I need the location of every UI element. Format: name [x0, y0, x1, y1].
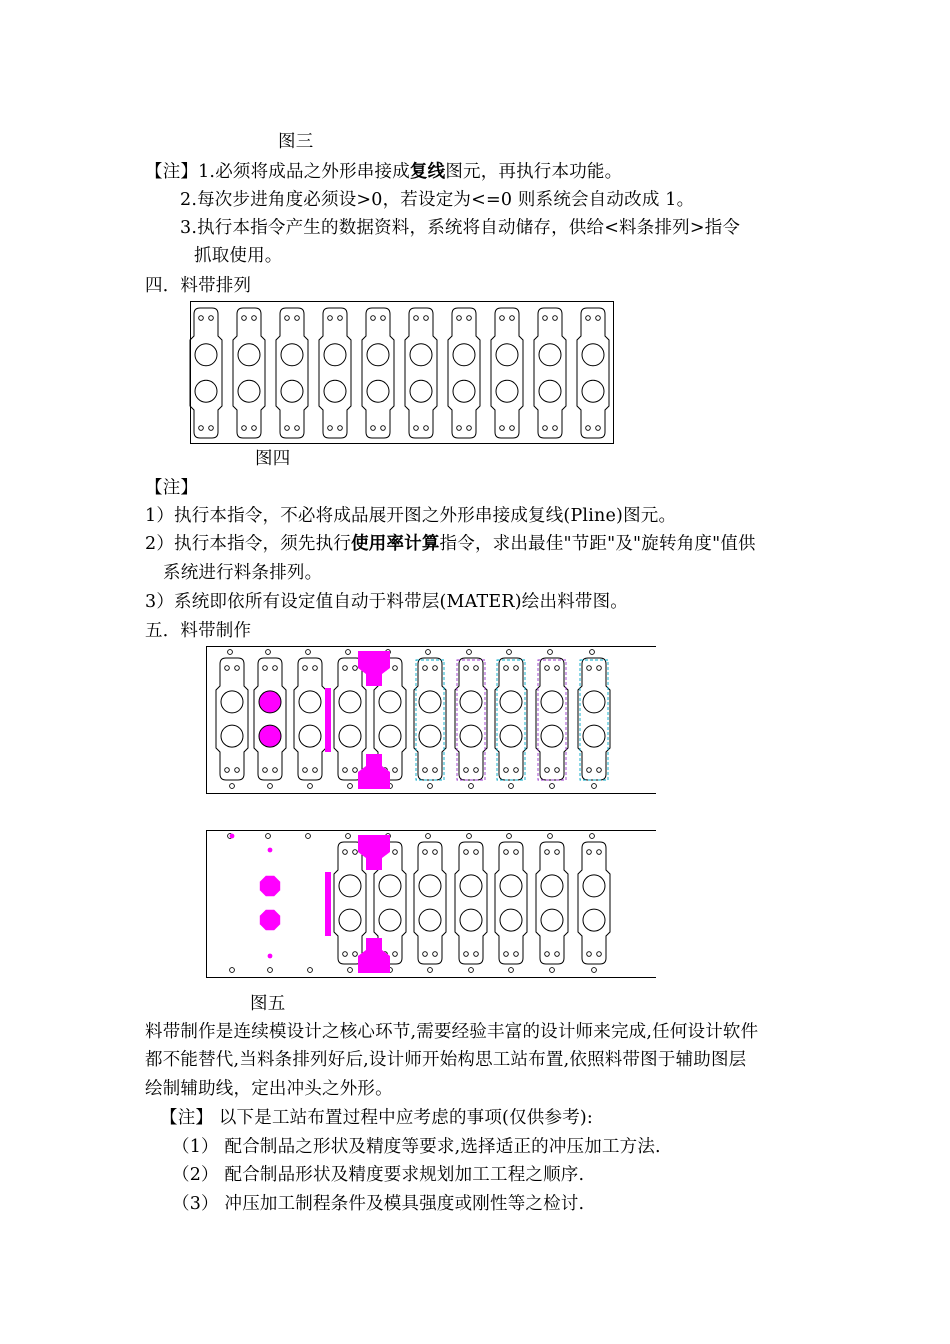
part-hole [299, 691, 321, 713]
pilot-hole [424, 426, 429, 431]
pilot-hole [209, 316, 214, 321]
strip-border [191, 302, 614, 444]
note1-line1-suffix: 图元，再执行本功能。 [445, 162, 623, 182]
part-hole [582, 344, 604, 366]
part-hole [500, 691, 522, 713]
pilot-hole [550, 968, 555, 973]
pilot-hole [545, 952, 550, 957]
section4-item3: 3）系统即依所有设定值自动于料带层(MATER)绘出料带图。 [145, 592, 629, 612]
part-outline [448, 308, 480, 438]
part-hole [460, 909, 482, 931]
section4-item2-suffix: 指令，求出最佳"节距"及"旋转角度"值供 [439, 534, 756, 554]
pilot-hole [338, 426, 343, 431]
pilot-hole [424, 316, 429, 321]
section4-item2-prefix: 2）执行本指令，须先执行 [145, 534, 352, 554]
part-outline [414, 842, 446, 964]
pilot-hole [242, 426, 247, 431]
pilot-hole [343, 666, 348, 671]
pilot-hole [328, 426, 333, 431]
pilot-hole [555, 666, 560, 671]
part-hole [281, 344, 303, 366]
pilot-hole [590, 834, 595, 839]
section5-para-line3: 绘制辅助线，定出冲头之外形。 [145, 1079, 393, 1099]
pilot-hole [423, 768, 428, 773]
part-hole [195, 380, 217, 402]
part-outline [536, 842, 568, 964]
part-hole [339, 725, 361, 747]
pilot-hole [346, 834, 351, 839]
pilot-hole [433, 666, 438, 671]
pilot-hole [426, 834, 431, 839]
pilot-hole [597, 768, 602, 773]
pilot-hole [285, 316, 290, 321]
punch-notch [358, 938, 390, 973]
pilot-hole [433, 952, 438, 957]
part-hole [500, 875, 522, 897]
pilot-hole [353, 850, 358, 855]
pilot-hole [514, 666, 519, 671]
pilot-hole [295, 426, 300, 431]
part-outline [455, 658, 487, 780]
part-hole [496, 344, 518, 366]
part-hole [238, 380, 260, 402]
pilot-hole [313, 666, 318, 671]
part-hole [259, 725, 281, 747]
part-hole [195, 344, 217, 366]
pilot-hole [381, 316, 386, 321]
pilot-hole [550, 784, 555, 789]
pilot-hole [555, 952, 560, 957]
part-hole [541, 691, 563, 713]
section5-note-item: （1） 配合制品之形状及精度等要求,选择适正的冲压加工方法. [172, 1137, 661, 1157]
pilot-hole [507, 834, 512, 839]
pilot-hole [228, 650, 233, 655]
part-hole [583, 875, 605, 897]
punch-notch [358, 835, 390, 870]
part-outline [577, 308, 609, 438]
pilot-hole [303, 666, 308, 671]
pilot-hole [596, 426, 601, 431]
pilot-hole [235, 768, 240, 773]
pilot-hole [467, 426, 472, 431]
pilot-hole [464, 666, 469, 671]
pilot-hole [393, 952, 398, 957]
pilot-hole [548, 834, 553, 839]
part-hole [541, 909, 563, 931]
pilot-hole [467, 650, 472, 655]
part-hole [496, 380, 518, 402]
pilot-hole [225, 768, 230, 773]
pilot-hole [308, 784, 313, 789]
pilot-hole [346, 650, 351, 655]
part-hole [539, 344, 561, 366]
pilot-hole [348, 968, 353, 973]
pilot-hole [199, 316, 204, 321]
pilot-hole [543, 426, 548, 431]
part-hole [410, 344, 432, 366]
pilot-hole [199, 426, 204, 431]
pilot-hole [555, 768, 560, 773]
pilot-hole [328, 316, 333, 321]
pilot-hole [464, 952, 469, 957]
punch-octagon [260, 910, 280, 930]
pilot-hole [504, 666, 509, 671]
pilot-hole [469, 968, 474, 973]
pilot-hole [592, 968, 597, 973]
section4-item2-cont: 系统进行料条排列。 [163, 563, 323, 583]
pilot-hole [423, 666, 428, 671]
section5-note-item: （3） 冲压加工制程条件及模具强度或刚性等之检讨. [172, 1194, 585, 1214]
pilot-hole [597, 850, 602, 855]
pilot-hole [266, 834, 271, 839]
part-hole [339, 875, 361, 897]
part-hole [500, 725, 522, 747]
part-hole [453, 344, 475, 366]
pilot-hole [509, 784, 514, 789]
part-outline [578, 658, 610, 780]
pilot-hole [507, 650, 512, 655]
note1-line1-bold: 复线 [409, 162, 446, 182]
pilot-hole [428, 784, 433, 789]
aux-line [538, 660, 566, 780]
pilot-hole [230, 784, 235, 789]
part-hole [541, 725, 563, 747]
pilot-hole [587, 952, 592, 957]
punch-dot [268, 954, 273, 959]
section4-item1: 1）执行本指令，不必将成品展开图之外形串接成复线(Pline)图元。 [145, 506, 677, 526]
pilot-hole [596, 316, 601, 321]
part-hole [583, 909, 605, 931]
part-hole [460, 875, 482, 897]
pilot-hole [587, 768, 592, 773]
part-hole [339, 909, 361, 931]
pilot-hole [514, 850, 519, 855]
part-hole [221, 691, 243, 713]
pilot-hole [426, 650, 431, 655]
pilot-hole [353, 768, 358, 773]
part-hole [419, 909, 441, 931]
pilot-hole [587, 850, 592, 855]
part-outline [254, 658, 286, 780]
figure-3-caption: 图三 [278, 132, 314, 152]
part-hole [259, 691, 281, 713]
part-hole [453, 380, 475, 402]
pilot-hole [586, 426, 591, 431]
pilot-hole [268, 968, 273, 973]
pilot-hole [353, 952, 358, 957]
pilot-hole [235, 666, 240, 671]
pilot-hole [225, 666, 230, 671]
part-hole [379, 875, 401, 897]
pilot-hole [474, 666, 479, 671]
part-outline [495, 658, 527, 780]
pilot-hole [590, 650, 595, 655]
pilot-hole [548, 650, 553, 655]
part-outline [491, 308, 523, 438]
part-outline [319, 308, 351, 438]
part-outline [334, 658, 366, 780]
aux-line [416, 660, 444, 780]
pilot-hole [428, 968, 433, 973]
part-hole [324, 344, 346, 366]
part-hole [541, 875, 563, 897]
pilot-hole [242, 316, 247, 321]
punch-slot [325, 688, 331, 752]
part-outline [233, 308, 265, 438]
pilot-hole [381, 426, 386, 431]
note1-line3-cont: 抓取使用。 [194, 246, 283, 266]
pilot-hole [592, 784, 597, 789]
figure-4-caption: 图四 [255, 449, 291, 469]
punch-notch [358, 651, 390, 686]
pilot-hole [553, 426, 558, 431]
part-hole [238, 344, 260, 366]
pilot-hole [338, 316, 343, 321]
pilot-hole [597, 666, 602, 671]
part-outline [334, 842, 366, 964]
pilot-hole [514, 952, 519, 957]
pilot-hole [313, 768, 318, 773]
part-outline [495, 842, 527, 964]
punch-dot [230, 834, 235, 839]
part-hole [379, 691, 401, 713]
figure-5-strip-top [206, 646, 656, 794]
part-hole [500, 909, 522, 931]
note1-line1 [145, 160, 622, 184]
pilot-hole [514, 768, 519, 773]
section4-note-title: 【注】 [145, 478, 199, 498]
pilot-hole [469, 784, 474, 789]
note1-line3: 3.执行本指令产生的数据资料，系统将自动储存，供给<料条排列>指令 [180, 218, 741, 238]
pilot-hole [474, 850, 479, 855]
figure-5-caption: 图五 [250, 994, 286, 1014]
pilot-hole [464, 768, 469, 773]
pilot-hole [308, 968, 313, 973]
pilot-hole [393, 850, 398, 855]
pilot-hole [555, 850, 560, 855]
pilot-hole [597, 952, 602, 957]
pilot-hole [268, 784, 273, 789]
pilot-hole [467, 834, 472, 839]
pilot-hole [371, 426, 376, 431]
aux-line [497, 660, 525, 780]
pilot-hole [510, 426, 515, 431]
pilot-hole [457, 316, 462, 321]
pilot-hole [266, 650, 271, 655]
part-outline [216, 658, 248, 780]
part-hole [324, 380, 346, 402]
pilot-hole [545, 768, 550, 773]
part-outline [294, 658, 326, 780]
section4-item2-bold: 使用率计算 [351, 534, 440, 554]
part-outline [405, 308, 437, 438]
part-hole [539, 380, 561, 402]
figure-4-strip-layout [190, 301, 614, 444]
aux-line [580, 660, 608, 780]
pilot-hole [509, 968, 514, 973]
pilot-hole [543, 316, 548, 321]
pilot-hole [510, 316, 515, 321]
part-hole [221, 725, 243, 747]
section5-para-line2: 都不能替代,当料条排列好后,设计师开始构思工站布置,依照料带图于辅助图层 [145, 1050, 747, 1070]
pilot-hole [500, 316, 505, 321]
punch-notch [358, 754, 390, 789]
pilot-hole [467, 316, 472, 321]
pilot-hole [393, 666, 398, 671]
pilot-hole [306, 834, 311, 839]
pilot-hole [545, 666, 550, 671]
section5-heading: 五．料带制作 [145, 621, 252, 641]
part-hole [583, 725, 605, 747]
pilot-hole [433, 850, 438, 855]
pilot-hole [263, 768, 268, 773]
part-hole [419, 691, 441, 713]
part-hole [460, 725, 482, 747]
pilot-hole [273, 768, 278, 773]
pilot-hole [230, 968, 235, 973]
pilot-hole [273, 666, 278, 671]
part-hole [583, 691, 605, 713]
part-hole [379, 725, 401, 747]
pilot-hole [474, 952, 479, 957]
pilot-hole [504, 952, 509, 957]
pilot-hole [504, 850, 509, 855]
figure-5-strip-bottom [206, 830, 656, 978]
pilot-hole [474, 768, 479, 773]
part-outline [536, 658, 568, 780]
pilot-hole [393, 768, 398, 773]
pilot-hole [371, 316, 376, 321]
part-hole [379, 909, 401, 931]
pilot-hole [303, 768, 308, 773]
pilot-hole [263, 666, 268, 671]
part-hole [419, 875, 441, 897]
pilot-hole [209, 426, 214, 431]
pilot-hole [343, 952, 348, 957]
pilot-hole [348, 784, 353, 789]
aux-line [457, 660, 485, 780]
part-hole [339, 691, 361, 713]
pilot-hole [423, 952, 428, 957]
part-hole [367, 344, 389, 366]
pilot-hole [545, 850, 550, 855]
part-hole [419, 725, 441, 747]
part-hole [281, 380, 303, 402]
section5-note-item: （2） 配合制品形状及精度要求规划加工工程之顺序. [172, 1165, 585, 1185]
section5-para-line1: 料带制作是连续模设计之核心环节,需要经验丰富的设计师来完成,任何设计软件 [145, 1022, 759, 1042]
part-outline [276, 308, 308, 438]
pilot-hole [252, 316, 257, 321]
pilot-hole [457, 426, 462, 431]
pilot-hole [586, 316, 591, 321]
punch-dot [268, 848, 273, 853]
pilot-hole [343, 768, 348, 773]
note1-line2: 2.每次步进角度必须设>0，若设定为<=0 则系统会自动改成 1。 [180, 190, 695, 210]
note1-line1-prefix: 【注】1.必须将成品之外形串接成 [145, 162, 410, 182]
pilot-hole [343, 850, 348, 855]
part-outline [190, 308, 222, 438]
punch-octagon [260, 876, 280, 896]
pilot-hole [414, 316, 419, 321]
pilot-hole [285, 426, 290, 431]
pilot-hole [423, 850, 428, 855]
section5-note-intro: 【注】 以下是工站布置过程中应考虑的事项(仅供参考): [160, 1108, 594, 1128]
punch-slot [325, 872, 331, 936]
pilot-hole [414, 426, 419, 431]
pilot-hole [353, 666, 358, 671]
pilot-hole [587, 666, 592, 671]
part-hole [410, 380, 432, 402]
part-hole [582, 380, 604, 402]
pilot-hole [295, 316, 300, 321]
pilot-hole [553, 316, 558, 321]
part-outline [414, 658, 446, 780]
pilot-hole [306, 650, 311, 655]
pilot-hole [433, 768, 438, 773]
part-outline [455, 842, 487, 964]
section4-item2 [145, 532, 756, 556]
pilot-hole [464, 850, 469, 855]
pilot-hole [252, 426, 257, 431]
pilot-hole [500, 426, 505, 431]
section4-heading: 四．料带排列 [145, 276, 252, 296]
part-outline [578, 842, 610, 964]
pilot-hole [504, 768, 509, 773]
part-hole [367, 380, 389, 402]
part-outline [534, 308, 566, 438]
part-hole [460, 691, 482, 713]
part-outline [362, 308, 394, 438]
part-hole [299, 725, 321, 747]
